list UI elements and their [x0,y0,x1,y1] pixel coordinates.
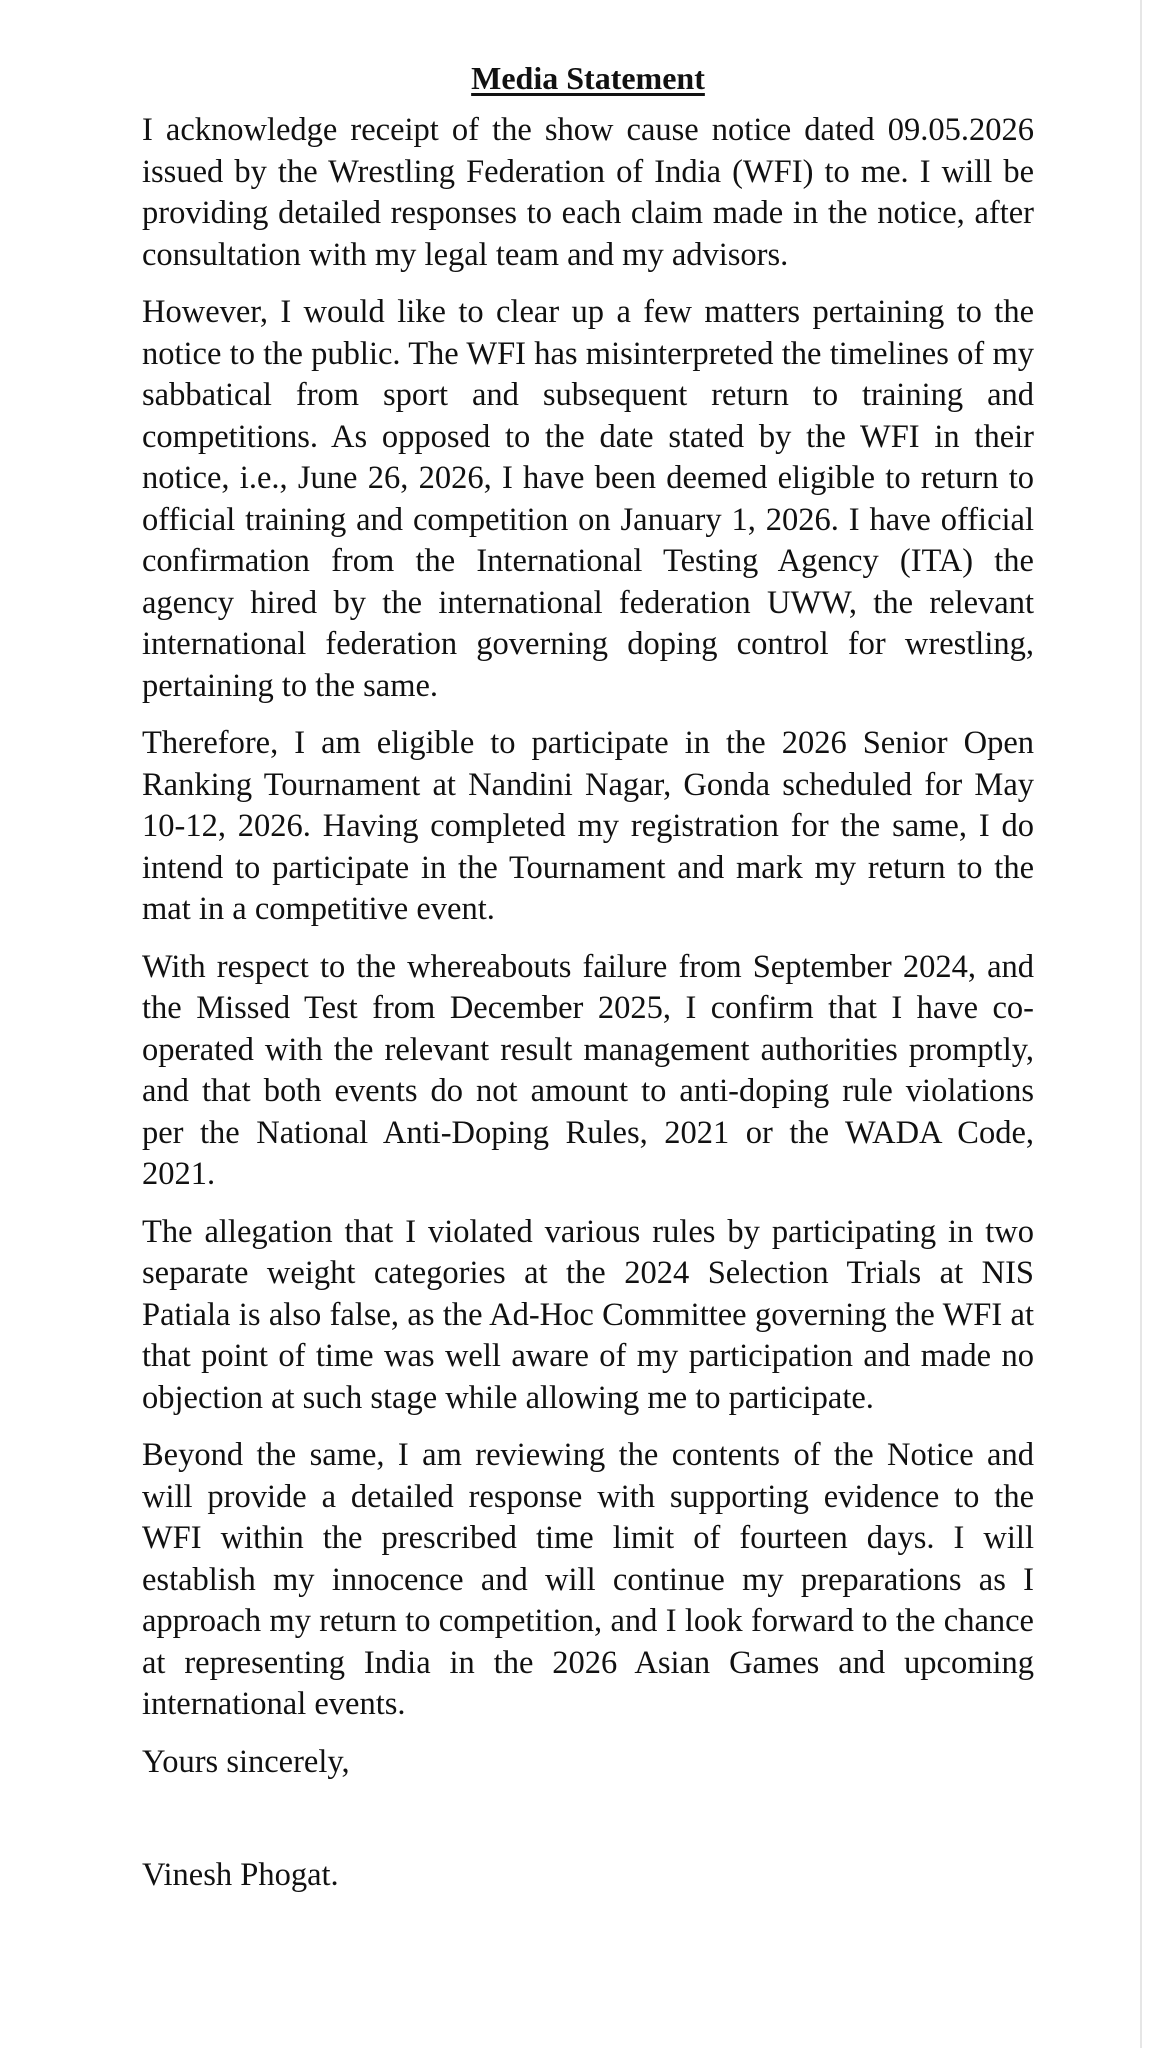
paragraph-timeline-clarification: However, I would like to clear up a few matters pertaining to the notice to the public. The WFI has misinterpreted the timelines of my sabbatical from sport and subsequent return to training and competitions. As opposed to the date stated by the WFI in their notice, i.e., June 26, 2026, I have been deemed eligible to return to official training and competition on January 1, 2026. I have official confirmation from the International Testing Agency (ITA) the agency hired by the international federation UWW, the relevant international federation governing doping control for wrestling, pertaining to the same. [142,294,1034,704]
statement-title: Media Statement [471,60,705,96]
media-statement [142,58,1034,1897]
closing-salutation: Yours sincerely, [142,1743,350,1780]
paragraph-acknowledgement: I acknowledge receipt of the show cause notice dated 09.05.2026 issued by the Wrestling Federation of India (WFI) to me. I will be providing detailed responses to each claim made in the notice, after consultation with my legal team and my advisors. [142,112,1034,273]
paragraph-response-commitment: Beyond the same, I am reviewing the contents of the Notice and will provide a detailed response with supporting evidence to the WFI within the prescribed time limit of fourteen days. I will establish my innocence and will continue my preparations as I approach my return to competition, and I look forward to the chance at representing India in the 2026 Asian Games and upcoming international events. [142,1437,1034,1722]
signature-name: Vinesh Phogat. [142,1857,339,1893]
paragraph-weight-categories: The allegation that I violated various rules by participating in two separate weight categories at the 2024 Selection Trials at NIS Patiala is also false, as the Ad-Hoc Committee governing the WFI at that point of time was well aware of my participation and made no objection at such stage while allowing me to participate. [142,1213,1034,1416]
paragraph-tournament-eligibility: Therefore, I am eligible to participate in the 2026 Senior Open Ranking Tournament at Nandini Nagar, Gonda scheduled for May 10-12, 2026. Having completed my registration for the same, I do intend to participate in the Tournament and mark my return to the mat in a competitive event. [142,725,1034,927]
paragraph-whereabouts-failure: With respect to the whereabouts failure from September 2024, and the Missed Test from December 2025, I confirm that I have co-operated with the relevant result management authorities promptly, and that both events do not amount to anti-doping rule violations per the National Anti-Doping Rules, 2021 or the WADA Code, 2021. [142,948,1034,1192]
